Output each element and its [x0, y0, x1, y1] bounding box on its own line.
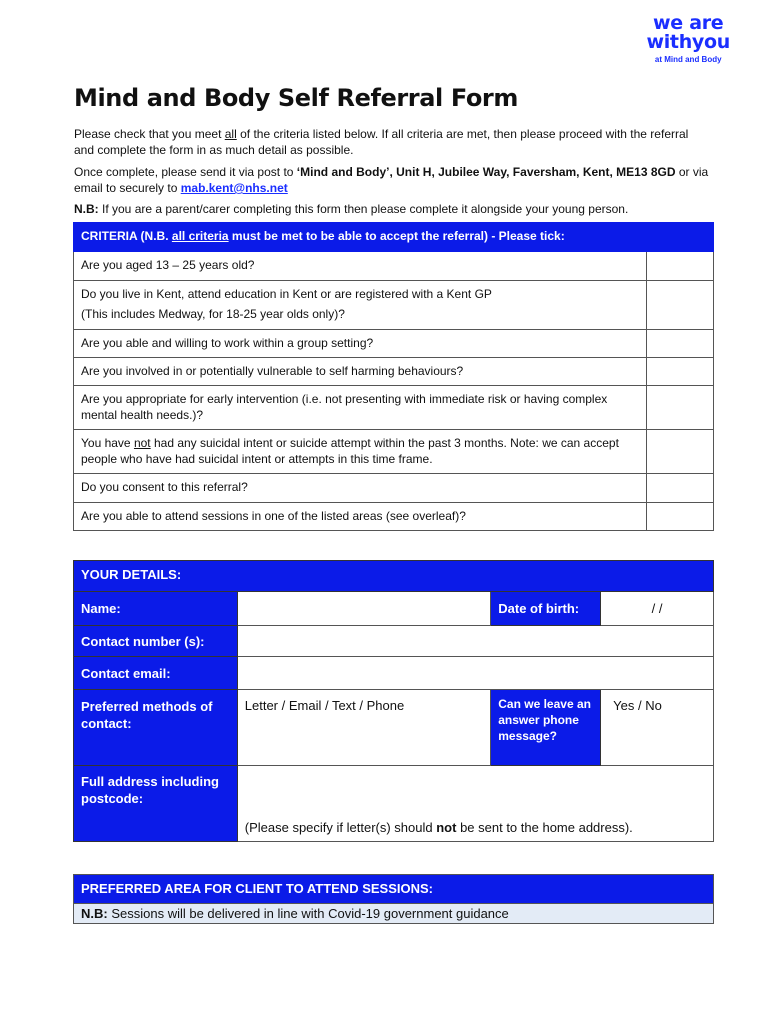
- tick-box[interactable]: [647, 281, 714, 330]
- tick-box[interactable]: [647, 474, 714, 503]
- criteria-question: Are you able to attend sessions in one of the listed areas (see overleaf)?: [74, 503, 647, 531]
- intro-paragraph-1: [74, 126, 710, 158]
- criteria-question: Are you able and willing to work within a group setting?: [74, 330, 647, 358]
- answer-phone-label: Can we leave an answer phone message?: [491, 690, 601, 766]
- intro-paragraph-2: [74, 164, 710, 196]
- your-details-table: [73, 560, 714, 842]
- page-title: Mind and Body Self Referral Form: [74, 84, 518, 112]
- preferred-area-header: PREFERRED AREA FOR CLIENT TO ATTEND SESSIONS:: [74, 875, 714, 904]
- criteria-question: You have not had any suicidal intent or suicide attempt within the past 3 months. Note: we can accept people who have had suicidal intent or attempts in this time frame.: [74, 430, 647, 474]
- tick-box[interactable]: [647, 503, 714, 531]
- intro-text: of the criteria listed below. If all criteria are met, then please proceed with the referral and complete the form in as much detail as possible.: [74, 127, 689, 157]
- criteria-table: [73, 222, 714, 531]
- postal-address: ‘Mind and Body’, Unit H, Jubilee Way, Faversham, Kent, ME13 8GD: [296, 165, 676, 179]
- contact-number-label: Contact number (s):: [74, 626, 238, 657]
- intro-emphasis: all: [224, 127, 237, 141]
- dob-label: Date of birth:: [491, 592, 601, 626]
- tick-box[interactable]: [647, 430, 714, 474]
- intro-text: Once complete, please send it via post to: [74, 165, 297, 179]
- address-label: Full address including postcode:: [74, 766, 238, 842]
- nb-label: N.B:: [74, 202, 99, 216]
- criteria-question: Are you involved in or potentially vulnerable to self harming behaviours?: [74, 358, 647, 386]
- contact-email-label: Contact email:: [74, 657, 238, 690]
- contact-number-field[interactable]: [237, 626, 713, 657]
- criteria-question: Do you consent to this referral?: [74, 474, 647, 503]
- tick-box[interactable]: [647, 252, 714, 281]
- preferred-contact-label: Preferred methods of contact:: [74, 690, 238, 766]
- criteria-question: Are you aged 13 – 25 years old?: [74, 252, 647, 281]
- logo-line-3: at Mind and Body: [654, 55, 722, 64]
- details-header: YOUR DETAILS:: [74, 561, 714, 592]
- answer-phone-field[interactable]: Yes / No: [601, 690, 714, 766]
- intro-paragraph-3: [74, 201, 710, 217]
- tick-box[interactable]: [647, 358, 714, 386]
- criteria-header: CRITERIA (N.B. all criteria must be met to be able to accept the referral) - Please tick:: [74, 223, 714, 252]
- logo-line-1: we are: [653, 12, 724, 34]
- brand-logo: [646, 14, 730, 64]
- tick-box[interactable]: [647, 386, 714, 430]
- address-field[interactable]: (Please specify if letter(s) should not be sent to the home address).: [237, 766, 713, 842]
- contact-email-field[interactable]: [237, 657, 713, 690]
- intro-text: If you are a parent/carer completing this form then please complete it alongside your young person.: [98, 202, 629, 216]
- name-field[interactable]: [237, 592, 490, 626]
- intro-text: Please check that you meet: [74, 127, 225, 141]
- preferred-contact-field[interactable]: Letter / Email / Text / Phone: [237, 690, 490, 766]
- logo-line-2: withyou: [646, 31, 730, 53]
- criteria-question: Do you live in Kent, attend education in Kent or are registered with a Kent GP (This includes Medway, for 18-25 year olds only)?: [74, 281, 647, 330]
- criteria-question: Are you appropriate for early intervention (i.e. not presenting with immediate risk or having complex mental health needs.)?: [74, 386, 647, 430]
- preferred-area-table: [73, 874, 714, 924]
- name-label: Name:: [74, 592, 238, 626]
- intro-text: or via email to securely to: [74, 165, 709, 195]
- covid-note: N.B: Sessions will be delivered in line with Covid-19 government guidance: [74, 904, 714, 924]
- email-link[interactable]: mab.kent@nhs.net: [180, 181, 288, 195]
- dob-field[interactable]: / /: [601, 592, 714, 626]
- tick-box[interactable]: [647, 330, 714, 358]
